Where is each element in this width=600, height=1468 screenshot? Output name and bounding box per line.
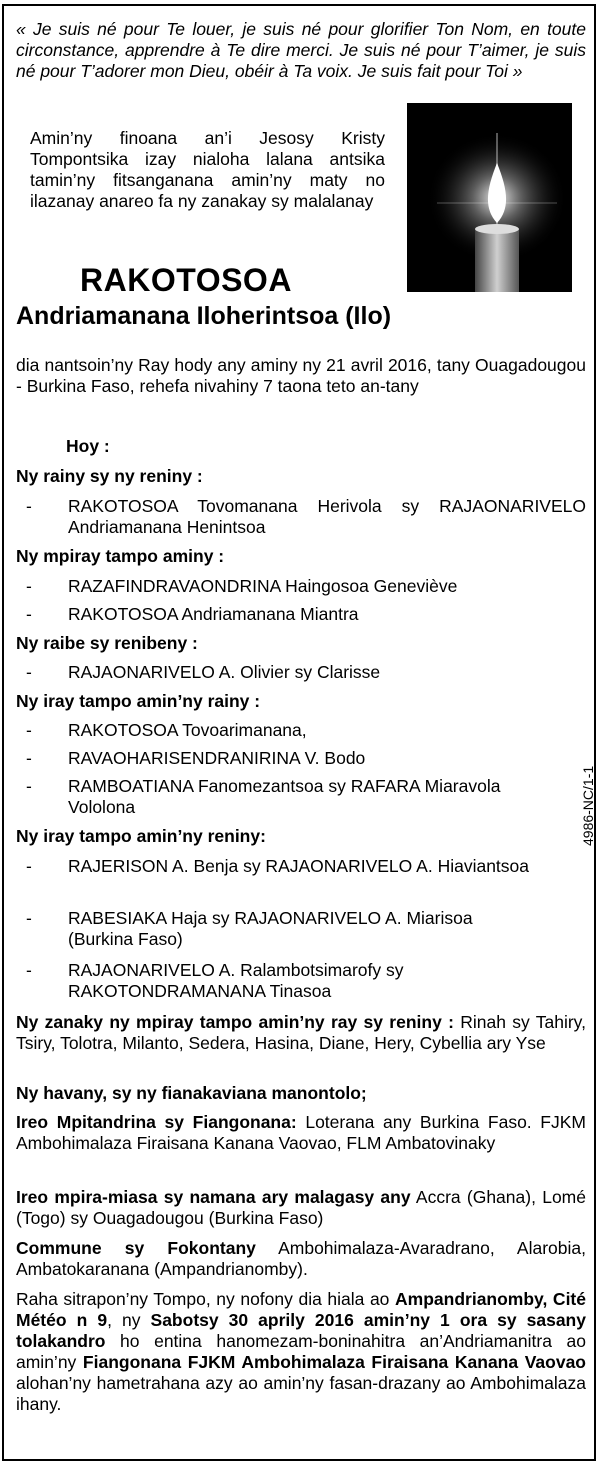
list-dash: - [26,748,32,768]
list-item-text: RAJAONARIVELO A. Olivier sy Clarisse [68,662,381,682]
grandparents-title: Ny raibe sy renibeny : [16,633,198,653]
siblings-title: Ny mpiray tampo aminy : [16,546,225,566]
maternal-title: Ny iray tampo amin’ny reniny: [16,826,266,846]
friends-text: Accra (Ghana), Lomé (Togo) sy Ouagadougou (Burkina Faso) [16,1187,586,1228]
churches-text: Loterana any Burkina Faso. FJKM Ambohimalaza Firaisana Kanana Vaovao, FLM Ambatovinaky [16,1112,586,1153]
parents-title: Ny rainy sy ny reniny : [16,466,203,486]
funeral-text-2: , ny [107,1310,151,1330]
list-dash: - [26,908,32,928]
funeral-location: Ampandrianomby, Cité Météo n 9 [16,1289,586,1330]
list-item-text: RAJAONARIVELO A. Ralambotsimarofy sy RAKOTONDRAMANANA Tinasoa [68,960,404,1001]
list-item-text: RAKOTOSOA Tovoarimanana, [68,720,307,740]
intro-paragraph: Amin’ny finoana an’i Jesosy Kristy Tompontsika izay nialoha lalana antsika tamin’ny fitsanganana amin’ny maty no ilazanay anareo fa ny zanakay sy malalanay [30,128,385,211]
list-dash: - [26,576,32,596]
friends-label: Ireo mpira-miasa sy namana ary malagasy any [16,1187,411,1207]
churches-paragraph [16,1112,586,1154]
funeral-text-1: Raha sitrapon’ny Tompo, ny nofony dia hiala ao [16,1289,396,1309]
list-dash: - [26,856,32,876]
list-dash: - [26,662,32,682]
cousins-text: Rinah sy Tahiry, Tsiry, Tolotra, Milanto, Sedera, Hasina, Diane, Hery, Cybellia ary Yse [16,1012,586,1053]
commune-paragraph [16,1238,586,1280]
cousins-label: Ny zanaky ny mpiray tampo amin’ny ray sy reniny : [16,1012,454,1032]
funeral-paragraph [16,1289,586,1415]
candle-icon [407,103,572,292]
deceased-fullname: Andriamanana Iloherintsoa (Ilo) [16,302,392,330]
list-item-text: RAKOTOSOA Andriamanana Miantra [68,604,359,624]
cousins-paragraph [16,1012,586,1054]
churches-label: Ireo Mpitandrina sy Fiangonana: [16,1112,297,1132]
commune-text: Ambohimalaza-Avaradrano, Alarobia, Ambatokaranana (Ampandrianomby). [16,1238,586,1279]
funeral-datetime: Sabotsy 30 aprily 2016 amin’ny 1 ora sy sasany tolakandro [16,1310,586,1351]
list-dash: - [26,776,32,796]
funeral-text-4: alohan’ny hametrahana azy ao amin’ny fasan-drazany ao Ambohimalaza ihany. [16,1373,586,1414]
funeral-church: Fiangonana FJKM Ambohimalaza Firaisana Kanana Vaovao [82,1352,586,1372]
reference-code: 4986-NC/1-1 [580,765,596,846]
candle-photo [407,103,572,292]
list-dash: - [26,720,32,740]
list-item-text: RAJERISON A. Benja sy RAJAONARIVELO A. Hiaviantsoa [68,856,530,876]
funeral-text-3: ho entina hanomezam-boninahitra an’Andriamanitra ao amin’ny [16,1331,586,1372]
relatives-line: Ny havany, sy ny fianakaviana manontolo; [16,1083,367,1103]
list-item-text: RABESIAKA Haja sy RAJAONARIVELO A. Miarisoa (Burkina Faso) [68,908,473,949]
list-dash: - [26,960,32,980]
list-item-text: RAMBOATIANA Fanomezantsoa sy RAFARA Miaravola Vololona [68,776,501,817]
commune-label: Commune sy Fokontany [16,1238,256,1258]
list-dash: - [26,604,32,624]
paternal-title: Ny iray tampo amin’ny rainy : [16,691,261,711]
opening-quote: « Je suis né pour Te louer, je suis né pour glorifier Ton Nom, en toute circonstance, apprendre à Te dire merci. Je suis né pour T’aimer, je suis né pour T’adorer mon Dieu, obéir à Ta voix. Je suis fait pour Toi » [16,19,586,81]
announcement-paragraph: dia nantsoin’ny Ray hody any aminy ny 21 avril 2016, tany Ouagadougou - Burkina Faso, rehefa nivahiny 7 taona teto an-tany [16,355,586,396]
list-item-text: RAZAFINDRAVAONDRINA Haingosoa Geneviève [68,576,458,596]
hoy-label: Hoy : [66,436,110,456]
list-item-text: RAKOTOSOA Tovomanana Herivola sy RAJAONARIVELO Andriamanana Henintsoa [68,496,586,537]
friends-paragraph [16,1187,586,1229]
list-dash: - [26,496,32,516]
deceased-surname: RAKOTOSOA [80,262,292,298]
list-item-text: RAVAOHARISENDRANIRINA V. Bodo [68,748,366,768]
